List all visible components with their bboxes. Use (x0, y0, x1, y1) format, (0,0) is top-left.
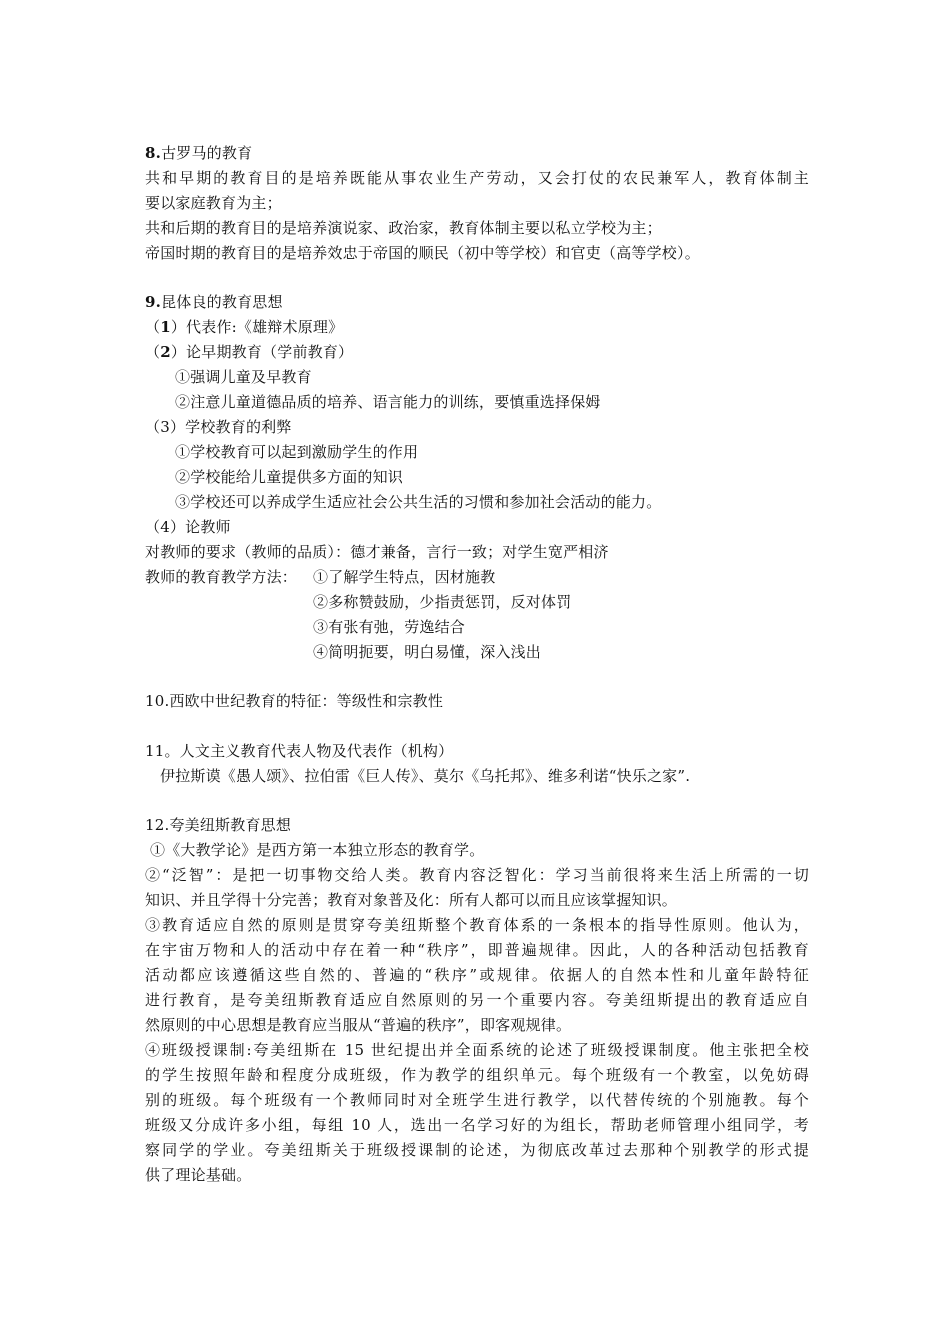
section-9-point-1: （1）代表作:《雄辩术原理》 (145, 318, 344, 336)
section-9-title: 昆体良的教育思想 (161, 293, 283, 311)
teaching-method-4: ④简明扼要，明白易懂，深入浅出 (313, 643, 542, 661)
section-8-line-4: 帝国时期的教育目的是培养效忠于帝国的顺民（初中等学校）和官吏（高等学校）。 (145, 244, 700, 262)
section-8-line-2: 要以家庭教育为主； (145, 194, 282, 212)
section-9-point-2-item-2: ②注意儿童道德品质的培养、语言能力的训练，要慎重选择保姆 (175, 393, 601, 411)
section-9-number: 9. (145, 293, 162, 311)
section-8-line-1: 共和早期的教育目的是培养既能从事农业生产劳动，又会打仗的农民兼军人，教育体制主 (145, 169, 809, 187)
section-12-line-12: 班级又分成许多小组，每组 10 人，选出一名学习好的为组长，帮助老师管理小组同学，考 (145, 1116, 809, 1134)
section-12-line-5: 在宇宙万物和人的活动中存在着一种“秩序”，即普遍规律。因此，人的各种活动包括教育 (145, 941, 809, 959)
section-9-point-3: （3）学校教育的利弊 (145, 418, 292, 436)
section-8-line-3: 共和后期的教育目的是培养演说家、政治家，教育体制主要以私立学校为主； (145, 219, 662, 237)
section-12-line-2: ②“泛智”：是把一切事物交给人类。教育内容泛智化：学习当前很将来生活上所需的一切 (145, 866, 809, 884)
section-12-line-6: 活动都应该遵循这些自然的、普遍的“秩序”或规律。依据人的自然本性和儿童年龄特征 (145, 966, 809, 984)
section-12-line-8: 然原则的中心思想是教育应当服从“普遍的秩序”，即客观规律。 (145, 1016, 572, 1034)
section-9-point-3-item-3: ③学校还可以养成学生适应社会公共生活的习惯和参加社会活动的能力。 (175, 493, 662, 511)
section-10-line: 10.西欧中世纪教育的特征：等级性和宗教性 (145, 692, 444, 710)
section-12-line-7: 进行教育，是夸美纽斯教育适应自然原则的另一个重要内容。夸美纽斯提出的教育适应自 (145, 991, 809, 1009)
section-12-line-10: 的学生按照年龄和程度分成班级，作为教学的组织单元。每个班级有一个教室，以免妨碍 (145, 1066, 809, 1084)
section-8-heading (145, 143, 252, 163)
section-12-line-9: ④班级授课制:夸美纽斯在 15 世纪提出并全面系统的论述了班级授课制度。他主张把全校 (145, 1041, 809, 1059)
section-12-line-1: ①《大教学论》是西方第一本独立形态的教育学。 (150, 841, 485, 859)
section-9-heading (145, 292, 283, 312)
section-12-line-11: 别的班级。每个班级有一个教师同时对全班学生进行教学，以代替传统的个别施教。每个 (145, 1091, 809, 1109)
section-11-title: 11。人文主义教育代表人物及代表作（机构） (145, 742, 454, 760)
section-9-point-3-item-2: ②学校能给儿童提供多方面的知识 (175, 468, 404, 486)
section-8-title: 古罗马的教育 (161, 144, 253, 162)
section-9-point-2: （2）论早期教育（学前教育） (145, 343, 354, 361)
section-9-point-3-item-1: ①学校教育可以起到激励学生的作用 (175, 443, 419, 461)
section-12-line-13: 察同学的学业。夸美纽斯关于班级授课制的论述，为彻底改革过去那种个别教学的形式提 (145, 1141, 809, 1159)
section-11-line: 伊拉斯谟《愚人颂》、拉伯雷《巨人传》、莫尔《乌托邦》、维多利诺“快乐之家”. (160, 767, 691, 785)
teaching-method-2: ②多称赞鼓励，少指责惩罚，反对体罚 (313, 593, 572, 611)
teacher-requirements: 对教师的要求（教师的品质）：德才兼备，言行一致；对学生宽严相济 (145, 543, 609, 561)
section-9-point-2-item-1: ①强调儿童及早教育 (175, 368, 312, 386)
section-12-title: 12.夸美纽斯教育思想 (145, 816, 292, 834)
section-8-number: 8. (145, 144, 162, 162)
section-12-line-4: ③教育适应自然的原则是贯穿夸美纽斯整个教育体系的一条根本的指导性原则。他认为， (145, 916, 809, 934)
section-12-line-3: 知识、并且学得十分完善；教育对象普及化：所有人都可以而且应该掌握知识。 (145, 891, 678, 909)
teaching-method-3: ③有张有弛，劳逸结合 (313, 618, 466, 636)
section-12-line-14: 供了理论基础。 (145, 1166, 252, 1184)
section-9-point-4: （4）论教师 (145, 518, 231, 536)
teaching-method-label: 教师的教育教学方法： (145, 568, 298, 586)
teaching-method-1: ①了解学生特点，因材施教 (313, 568, 496, 586)
